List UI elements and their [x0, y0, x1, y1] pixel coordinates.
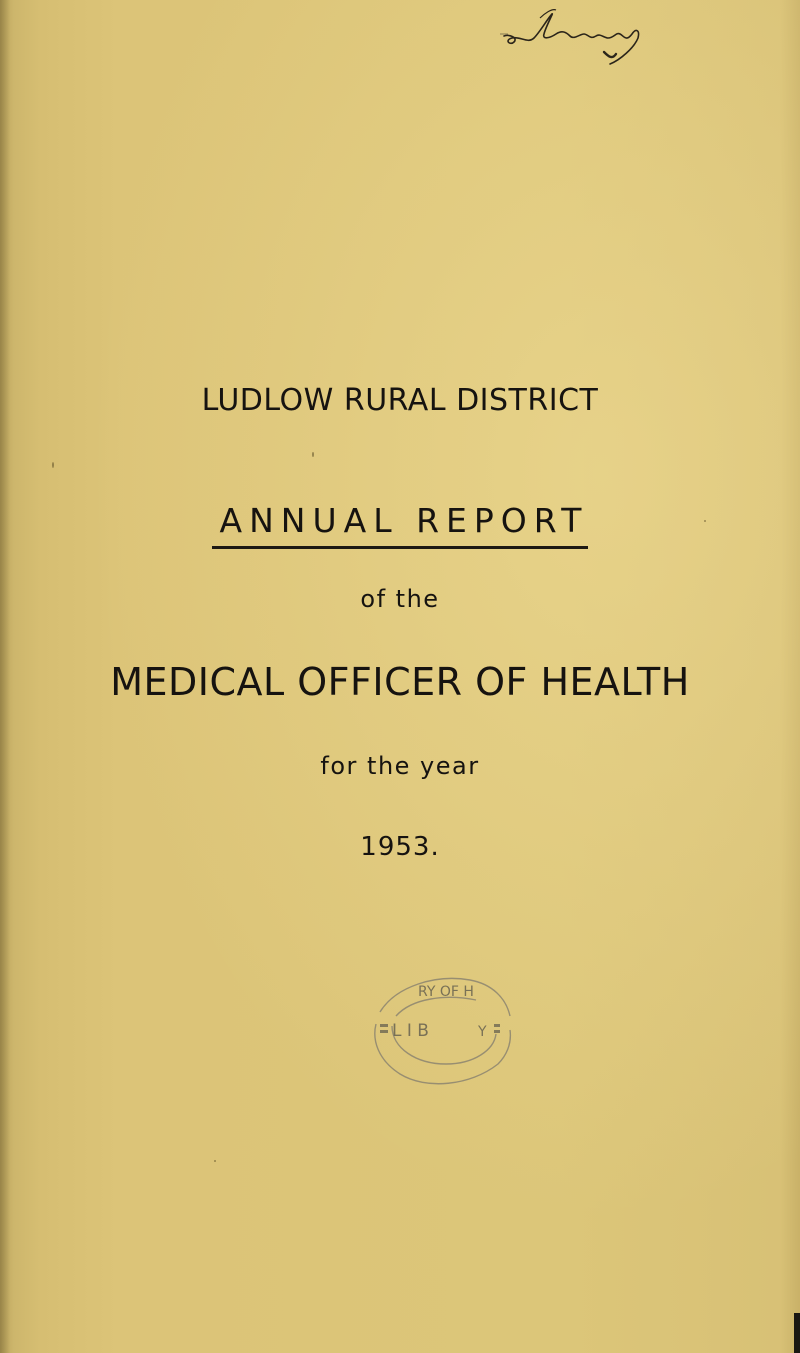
officer-title: MEDICAL OFFICER OF HEALTH — [110, 660, 690, 704]
stamp-text-top: RY OF H — [418, 984, 474, 1000]
report-title: ANNUAL REPORT — [212, 500, 589, 549]
speck — [704, 520, 706, 522]
report-title-wrap — [0, 500, 800, 549]
stamp-text-middle-left: L I B — [392, 1021, 429, 1041]
page-corner-shadow — [794, 1313, 800, 1353]
district-title: LUDLOW RURAL DISTRICT — [201, 383, 599, 418]
speck — [214, 1160, 216, 1162]
of-the-text: of the — [360, 585, 440, 613]
speck — [52, 462, 54, 468]
stamp-text-middle-right: Y — [478, 1024, 487, 1040]
library-stamp — [366, 968, 516, 1088]
for-the-year-text: for the year — [320, 752, 480, 780]
speck — [312, 452, 314, 457]
handwritten-signature — [500, 8, 650, 70]
report-year: 1953. — [360, 832, 440, 862]
